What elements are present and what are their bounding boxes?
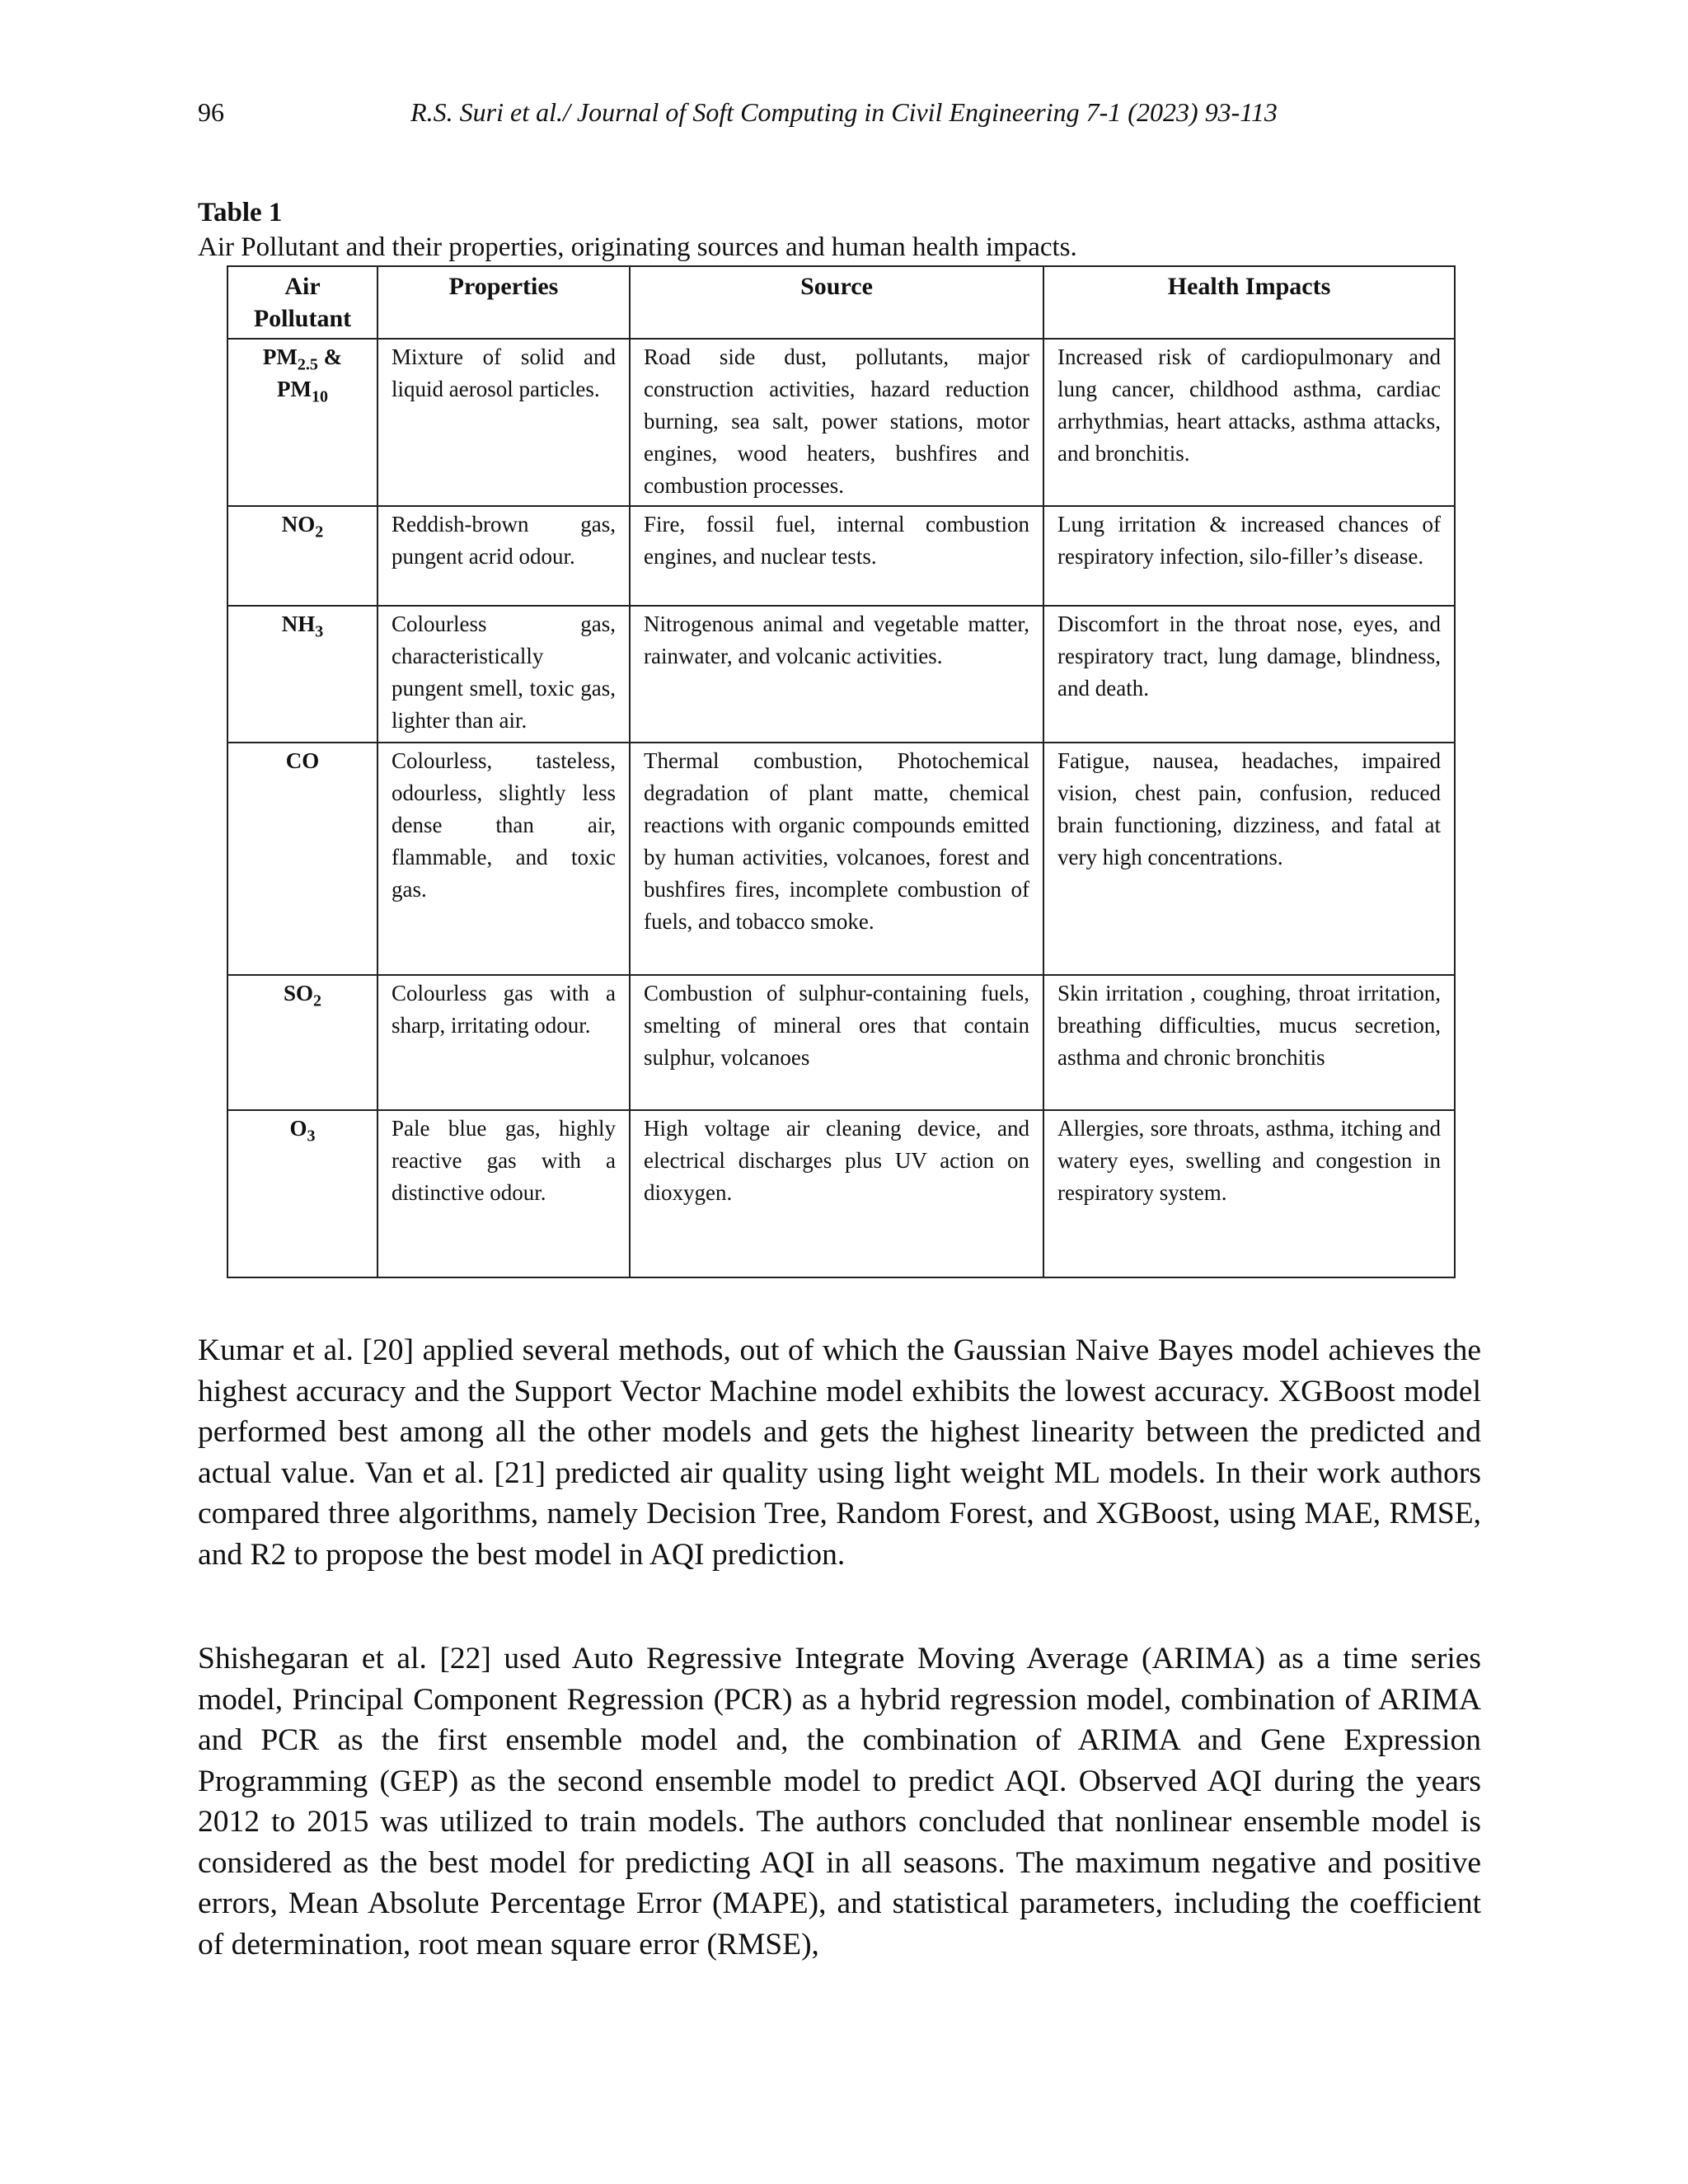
source-cell: High voltage air cleaning device, and electrical discharges plus UV action on dioxygen.	[630, 1110, 1043, 1277]
table-row	[227, 743, 1455, 975]
health-cell: Skin irritation , coughing, throat irritation, breathing difficulties, mucus secretion, asthma and chronic bronchitis	[1043, 975, 1455, 1110]
pollutant-cell: $PM_{2.5}$ & $PM_{10}$	[227, 339, 377, 506]
properties-cell: Colourless gas, characteristically pungent smell, toxic gas, lighter than air.	[377, 606, 630, 743]
source-cell: Road side dust, pollutants, major construction activities, hazard reduction burning, sea salt, power stations, motor engines, wood heaters, bushfires and combustion processes.	[630, 339, 1043, 506]
table-header-row	[227, 266, 1455, 339]
source-cell: Combustion of sulphur-containing fuels, smelting of mineral ores that contain sulphur, volcanoes	[630, 975, 1043, 1110]
properties-cell: Colourless, tasteless, odourless, slightly less dense than air, flammable, and toxic gas.	[377, 743, 630, 975]
pollutant-cell: $SO_2$	[227, 975, 377, 1110]
page-number: 96	[198, 97, 224, 127]
health-cell: Lung irritation & increased chances of respiratory infection, silo-filler’s disease.	[1043, 506, 1455, 606]
pollutant-cell: $NO_2$	[227, 506, 377, 606]
table-row	[227, 506, 1455, 606]
health-cell: Fatigue, nausea, headaches, impaired vision, chest pain, confusion, reduced brain functioning, dizziness, and fatal at very high concentrations.	[1043, 743, 1455, 975]
column-header-properties: Properties	[377, 266, 630, 339]
running-head: R.S. Suri et al./ Journal of Soft Computing in Civil Engineering 7-1 (2023) 93-113	[410, 97, 1278, 127]
table-caption: Air Pollutant and their properties, originating sources and human health impacts.	[198, 232, 1077, 262]
pollutant-table	[227, 265, 1456, 1278]
pollutant-cell: CO	[227, 743, 377, 975]
properties-cell: Mixture of solid and liquid aerosol particles.	[377, 339, 630, 506]
health-cell: Discomfort in the throat nose, eyes, and respiratory tract, lung damage, blindness, and death.	[1043, 606, 1455, 743]
table-row	[227, 975, 1455, 1110]
table-row	[227, 339, 1455, 506]
column-header-pollutant: Air Pollutant	[227, 266, 377, 339]
source-cell: Thermal combustion, Photochemical degradation of plant matte, chemical reactions with organic compounds emitted by human activities, volcanoes, forest and bushfires fires, incomplete combustion of fuels, and tobacco smoke.	[630, 743, 1043, 975]
table-row	[227, 606, 1455, 743]
source-cell: Nitrogenous animal and vegetable matter, rainwater, and volcanic activities.	[630, 606, 1043, 743]
table-label: Table 1	[198, 198, 283, 227]
table-row	[227, 1110, 1455, 1277]
health-cell: Increased risk of cardiopulmonary and lung cancer, childhood asthma, cardiac arrhythmias, heart attacks, asthma attacks, and bronchitis.	[1043, 339, 1455, 506]
properties-cell: Reddish-brown gas, pungent acrid odour.	[377, 506, 630, 606]
body-paragraph: Kumar et al. [20] applied several methods, out of which the Gaussian Naive Bayes model achieves the highest accuracy and the Support Vector Machine model exhibits the lowest accuracy. XGBoost model performed best among all the other models and gets the highest linearity between the predicted and actual value. Van et al. [21] predicted air quality using light weight ML models. In their work authors compared three algorithms, namely Decision Tree, Random Forest, and XGBoost, using MAE, RMSE, and R2 to propose the best model in AQI prediction.	[198, 1333, 1481, 1572]
pollutant-cell: $NH_3$	[227, 606, 377, 743]
column-header-source: Source	[630, 266, 1043, 339]
column-header-health: Health Impacts	[1043, 266, 1455, 339]
source-cell: Fire, fossil fuel, internal combustion engines, and nuclear tests.	[630, 506, 1043, 606]
body-paragraph: Shishegaran et al. [22] used Auto Regressive Integrate Moving Average (ARIMA) as a time series model, Principal Component Regression (PCR) as a hybrid regression model, combination of ARIMA and PCR as the first ensemble model and, the combination of ARIMA and Gene Expression Programming (GEP) as the second ensemble model to predict AQI. Observed AQI during the years 2012 to 2015 was utilized to train models. The authors concluded that nonlinear ensemble model is considered as the best model for predicting AQI in all seasons. The maximum negative and positive errors, Mean Absolute Percentage Error (MAPE), and statistical parameters, including the coefficient of determination, root mean square error (RMSE),	[198, 1642, 1481, 1961]
health-cell: Allergies, sore throats, asthma, itching and watery eyes, swelling and congestion in respiratory system.	[1043, 1110, 1455, 1277]
properties-cell: Pale blue gas, highly reactive gas with a distinctive odour.	[377, 1110, 630, 1277]
page-header	[198, 97, 1490, 138]
pollutant-cell: $O_3$	[227, 1110, 377, 1277]
properties-cell: Colourless gas with a sharp, irritating odour.	[377, 975, 630, 1110]
